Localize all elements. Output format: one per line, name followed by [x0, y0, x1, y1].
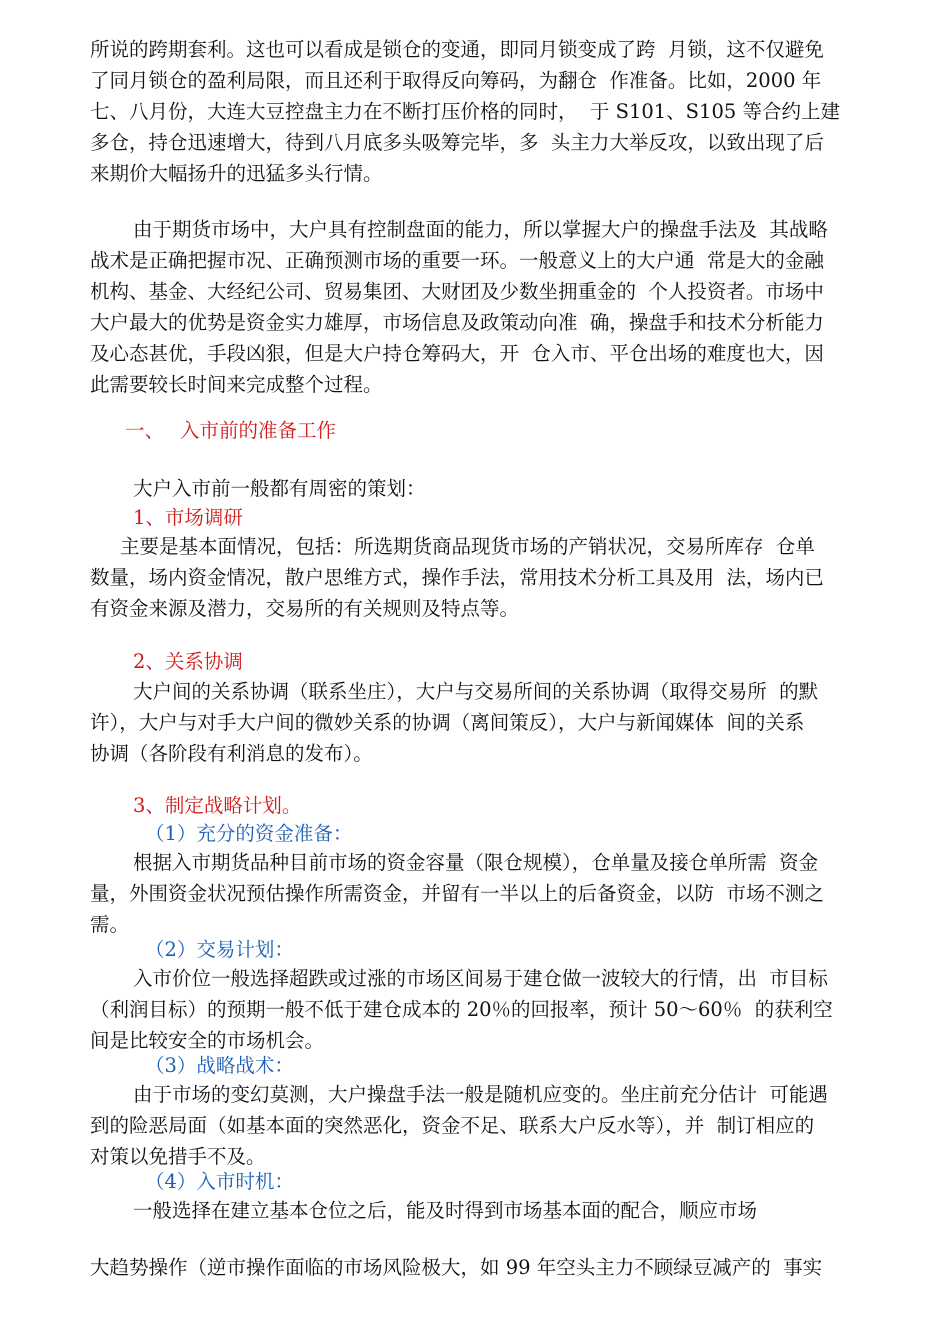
text-line: 间是比较安全的市场机会。: [90, 1029, 325, 1052]
text-line: 来期价大幅扬升的迅猛多头行情。: [90, 162, 383, 185]
text-line: 及心态甚优，手段凶狠，但是大户持仓筹码大，开 仓入市、平仓出场的难度也大，因: [90, 342, 824, 365]
text-line: 此需要较长时间来完成整个过程。: [90, 373, 383, 396]
text-line: 由于期货市场中，大户具有控制盘面的能力，所以掌握大户的操盘手法及 其战略: [133, 218, 828, 241]
text-line: 数量，场内资金情况，散户思维方式，操作手法，常用技术分析工具及用 法，场内已: [90, 566, 824, 589]
section-title: 入市前的准备工作: [180, 419, 337, 442]
subitem-heading: （2）交易计划：: [145, 938, 294, 961]
subitem-heading: （3）战略战术：: [145, 1054, 294, 1077]
text-line: 七、八月份，大连大豆控盘主力在不断打压价格的同时， 于 S101、S105 等合约上建: [90, 100, 840, 123]
text-line: 一般选择在建立基本仓位之后，能及时得到市场基本面的配合，顺应市场: [133, 1199, 758, 1222]
text-line: 入市价位一般选择超跌或过涨的市场区间易于建仓做一波较大的行情，出 市目标: [133, 967, 828, 990]
text-line: 许），大户与对手大户间的微妙关系的协调（离间策反），大户与新闻媒体 间的关系: [90, 711, 805, 734]
subitem-heading: （1）充分的资金准备：: [145, 822, 353, 845]
text-line: 主要是基本面情况，包括：所选期货商品现货市场的产销状况，交易所库存 仓单: [120, 535, 815, 558]
text-line: 需。: [90, 913, 130, 936]
text-line: 战术是正确把握市况、正确预测市场的重要一环。一般意义上的大户通 常是大的金融: [90, 249, 824, 272]
text-line: 机构、基金、大经纪公司、贸易集团、大财团及少数坐拥重金的 个人投资者。市场中: [90, 280, 824, 303]
text-line: （利润目标）的预期一般不低于建仓成本的 20％的回报率，预计 50～60％ 的获利空: [90, 998, 833, 1021]
subitem-heading: （4）入市时机：: [145, 1170, 294, 1193]
text-line: 大户间的关系协调（联系坐庄），大户与交易所间的关系协调（取得交易所 的默: [133, 680, 819, 703]
text-line: 有资金来源及潜力，交易所的有关规则及特点等。: [90, 597, 520, 620]
text-line: 大户最大的优势是资金实力雄厚，市场信息及政策动向准 确，操盘手和技术分析能力: [90, 311, 824, 334]
text-line: 了同月锁仓的盈利局限，而且还利于取得反向筹码，为翻仓 作准备。比如，2000 年: [90, 69, 822, 92]
text-line: 协调（各阶段有利消息的发布）。: [90, 742, 373, 765]
text-line: 由于市场的变幻莫测，大户操盘手法一般是随机应变的。坐庄前充分估计 可能遇: [133, 1083, 828, 1106]
text-line: 对策以免措手不及。: [90, 1145, 266, 1168]
item-heading: 3、制定战略计划。: [133, 794, 302, 817]
text-line: 大趋势操作（逆市操作面临的市场风险极大，如 99 年空头主力不顾绿豆减产的 事实: [90, 1256, 823, 1279]
text-line: 量，外围资金状况预估操作所需资金，并留有一半以上的后备资金，以防 市场不测之: [90, 882, 824, 905]
text-line: 多仓，持仓迅速增大，待到八月底多头吸筹完毕，多 头主力大举反攻，以致出现了后: [90, 131, 824, 154]
text-line: 根据入市期货品种目前市场的资金容量（限仓规模），仓单量及接仓单所需 资金: [133, 851, 819, 874]
text-line: 到的险恶局面（如基本面的突然恶化，资金不足、联系大户反水等），并 制订相应的: [90, 1114, 815, 1137]
item-heading: 2、关系协调: [133, 650, 243, 673]
item-heading: 1、市场调研: [133, 506, 243, 529]
text-line: 所说的跨期套利。这也可以看成是锁仓的变通，即同月锁变成了跨 月锁，这不仅避免: [90, 38, 824, 61]
section-number: 一、: [125, 419, 165, 442]
intro-text: 大户入市前一般都有周密的策划：: [133, 477, 426, 500]
